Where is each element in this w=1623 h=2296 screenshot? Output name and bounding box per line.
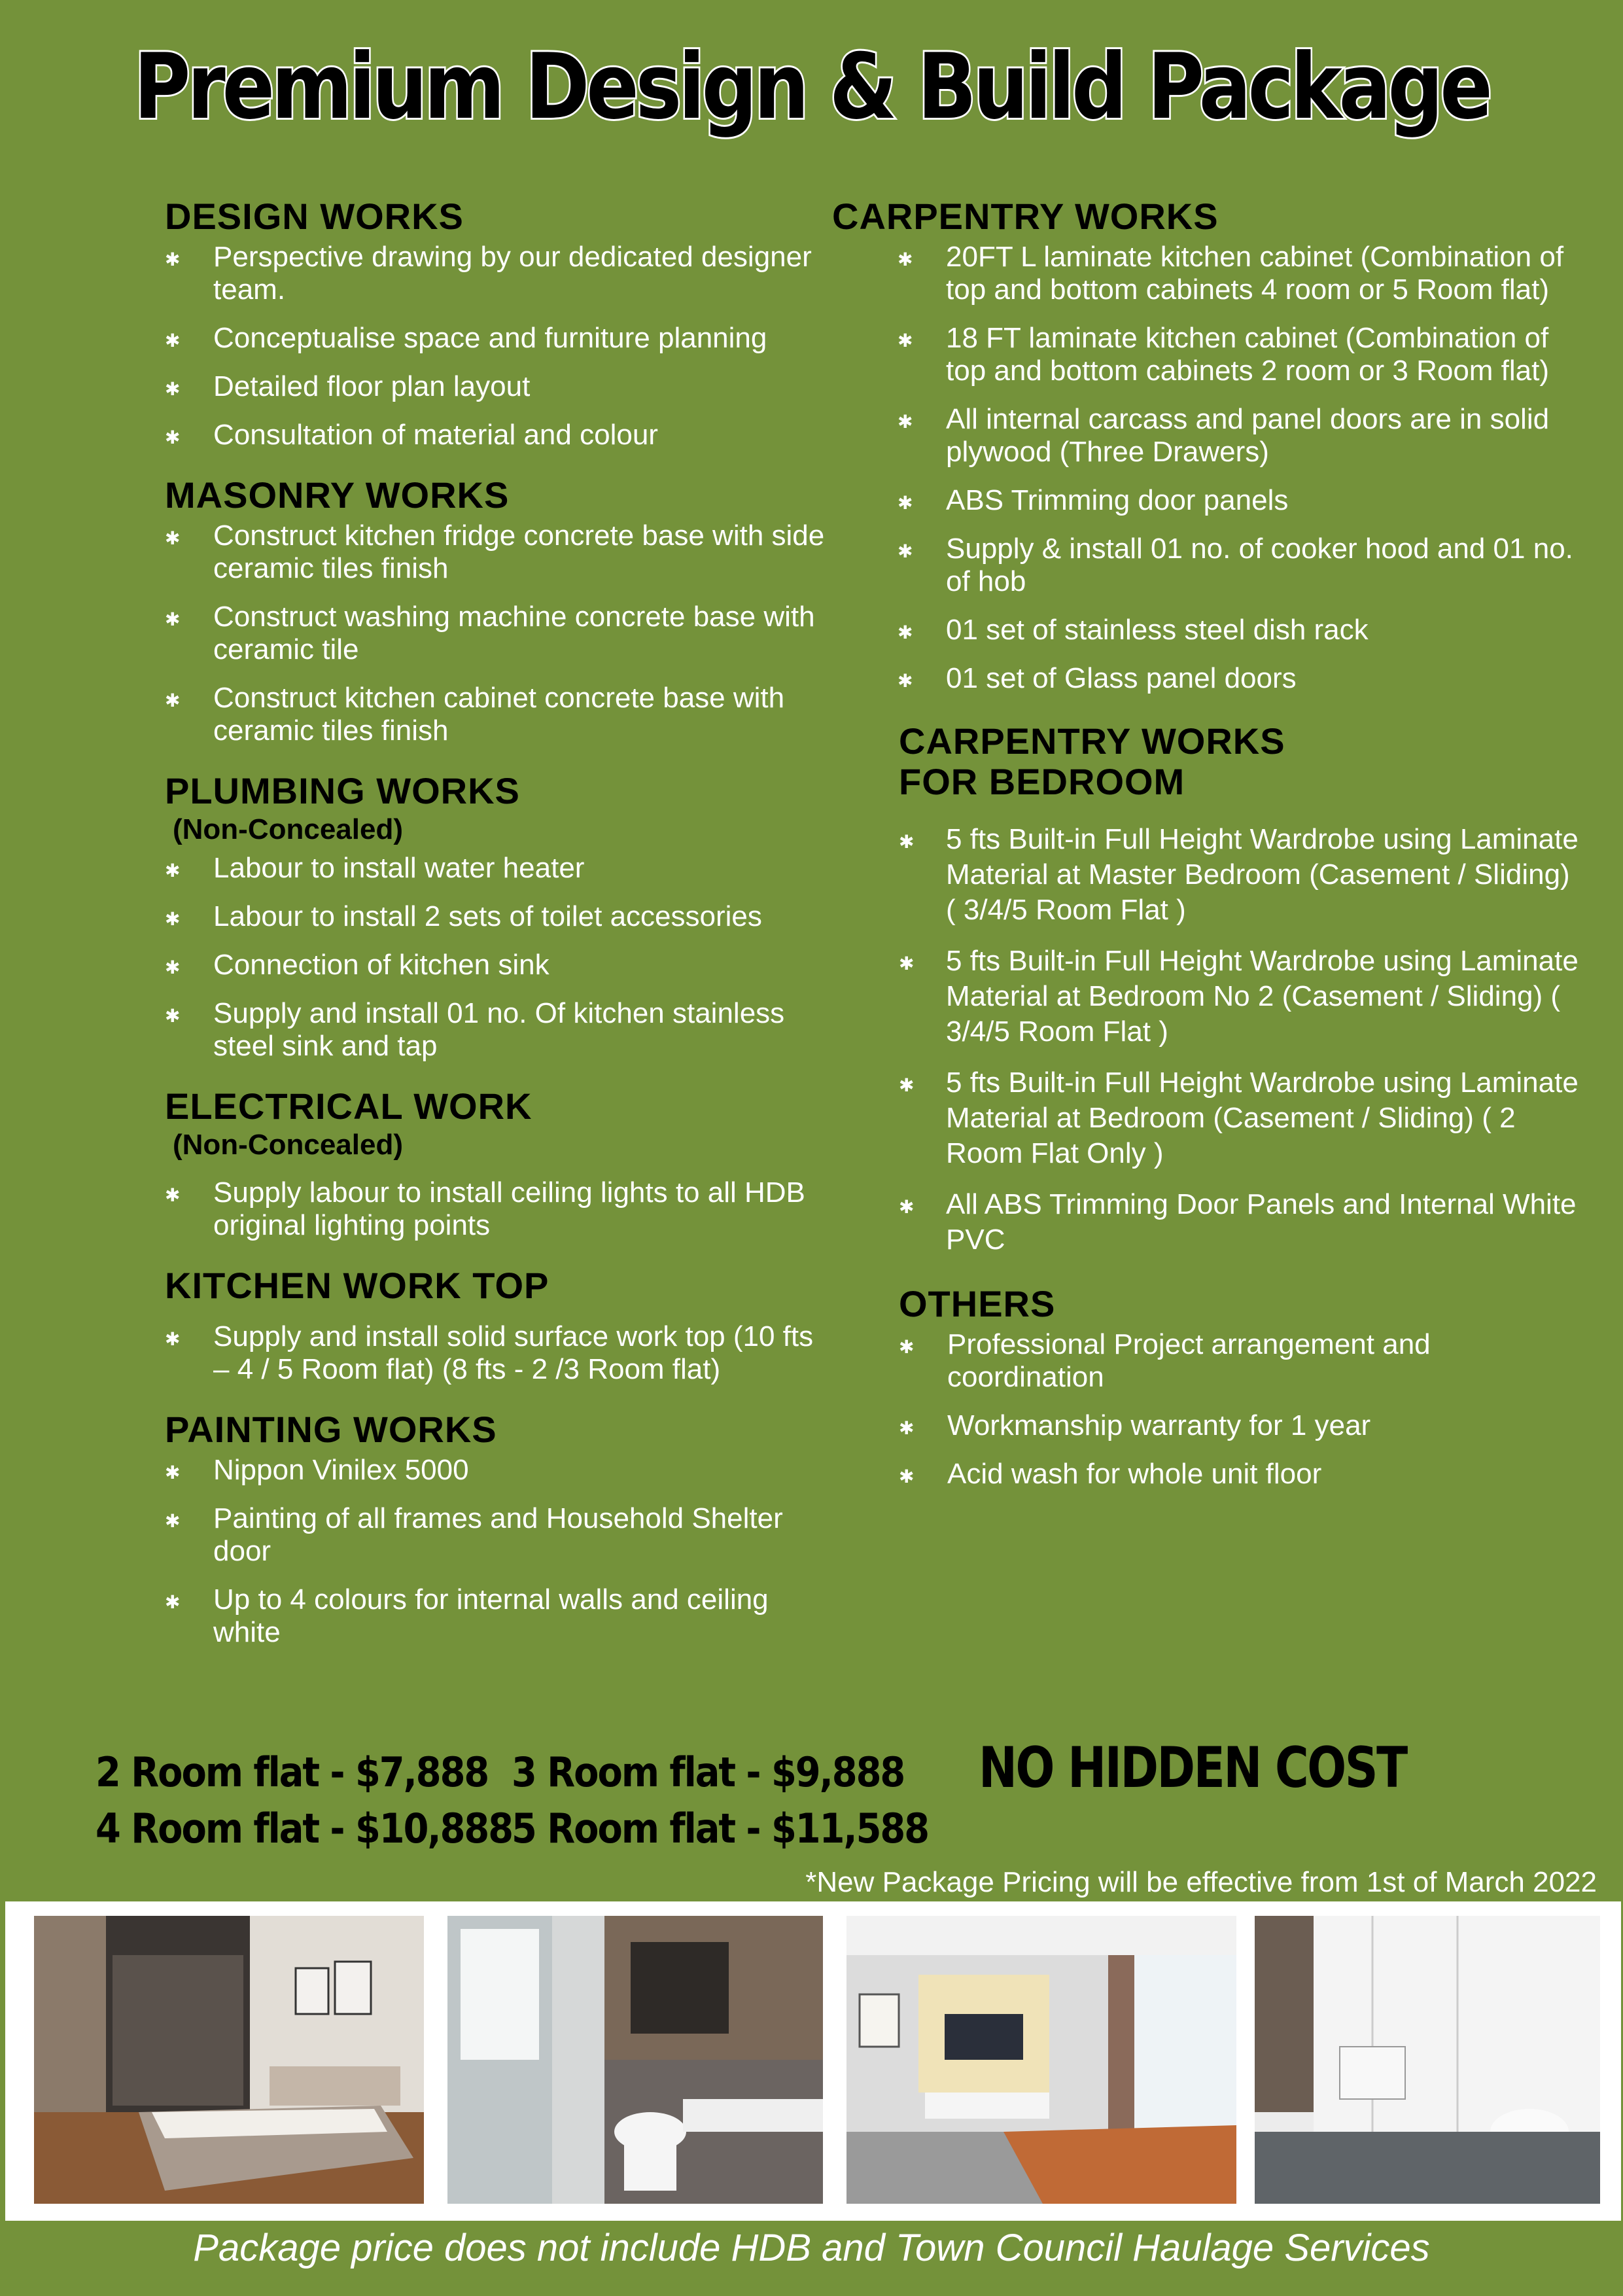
price-5-room: 5 Room flat - $11,588 [512,1805,929,1852]
shower-room-photo [1255,1916,1600,2204]
list-item: ✱ Consultation of material and colour [165,419,832,451]
list-item: ✱ 5 fts Built-in Full Height Wardrobe using Laminate Material at Bedroom (Casement / Sliding) ( 2 Room Flat Only ) [899,1065,1584,1171]
list-item: ✱ Connection of kitchen sink [165,949,832,981]
list-item: ✱ Professional Project arrangement and coordination [899,1328,1584,1394]
list-item: ✱ 5 fts Built-in Full Height Wardrobe using Laminate Material at Master Bedroom (Casement / Sliding) ( 3/4/5 Room Flat ) [899,822,1584,928]
list-item: ✱ 18 FT laminate kitchen cabinet (Combination of top and bottom cabinets 2 room or 3 Room flat) [898,322,1584,387]
others-section [899,1284,1584,1491]
left-column [165,196,832,1672]
plumbing-works-section [165,771,832,1063]
list-item: ✱ Supply and install 01 no. Of kitchen stainless steel sink and tap [165,997,832,1063]
price-2-room: 2 Room flat - $7,888 [96,1748,489,1796]
section-heading: MASONRY WORKS [165,474,510,516]
section-heading: KITCHEN WORK TOP [165,1265,550,1306]
price-4-room: 4 Room flat - $10,888 [96,1805,513,1852]
list-item: ✱ Up to 4 colours for internal walls and ceiling white [165,1583,832,1649]
list-item: ✱ Labour to install 2 sets of toilet accessories [165,900,832,933]
list-item: ✱ Painting of all frames and Household Shelter door [165,1502,832,1568]
section-subheading: (Non-Concealed) [173,1129,403,1161]
section-heading: FOR BEDROOM [899,761,1185,802]
list-item: ✱ 01 set of Glass panel doors [898,662,1584,695]
section-heading: ELECTRICAL WORK [165,1086,532,1127]
list-item: ✱ 5 fts Built-in Full Height Wardrobe using Laminate Material at Bedroom No 2 (Casement / Sliding) ( 3/4/5 Room Flat ) [899,944,1584,1050]
bathroom-photo [447,1916,823,2204]
list-item: ✱ Construct washing machine concrete base with ceramic tile [165,601,832,666]
list-item: ✱ Acid wash for whole unit floor [899,1458,1584,1491]
section-heading: CARPENTRY WORKS [899,720,1285,762]
right-column [832,196,1584,1514]
list-item: ✱ Conceptualise space and furniture planning [165,322,832,355]
electrical-work-section [165,1086,832,1242]
list-item: ✱ Supply labour to install ceiling lights to all HDB original lighting points [165,1176,832,1242]
price-3-room: 3 Room flat - $9,888 [512,1748,905,1796]
list-item: ✱ Construct kitchen cabinet concrete base with ceramic tiles finish [165,682,832,747]
list-item: ✱ All internal carcass and panel doors are in solid plywood (Three Drawers) [898,403,1584,468]
section-heading: CARPENTRY WORKS [832,196,1219,237]
carpentry-works-section [832,196,1584,695]
carpentry-bedroom-section [899,721,1584,1258]
no-hidden-cost: NO HIDDEN COST [979,1735,1406,1801]
list-item: ✱ ABS Trimming door panels [898,484,1584,517]
list-item: ✱ Supply and install solid surface work top (10 fts – 4 / 5 Room flat) (8 fts - 2 /3 Room flat) [165,1320,832,1386]
list-item: ✱ Labour to install water heater [165,852,832,885]
section-heading: PAINTING WORKS [165,1409,497,1450]
photo-gallery [5,1901,1621,2221]
page-title: Premium Design & Build Package [133,34,1490,139]
kitchen-work-top-section [165,1265,832,1386]
list-item: ✱ 20FT L laminate kitchen cabinet (Combination of top and bottom cabinets 4 room or 5 Room flat) [898,241,1584,306]
design-works-section [165,196,832,451]
section-subheading: (Non-Concealed) [173,813,403,845]
list-item: ✱ 01 set of stainless steel dish rack [898,614,1584,646]
section-heading: DESIGN WORKS [165,196,464,237]
bedroom-photo [34,1916,424,2204]
section-heading: PLUMBING WORKS [165,770,520,811]
living-room-photo [846,1916,1236,2204]
footer-disclaimer: Package price does not include HDB and Town Council Haulage Services [193,2227,1430,2269]
masonry-works-section [165,475,832,747]
list-item: ✱ Construct kitchen fridge concrete base with side ceramic tiles finish [165,520,832,585]
list-item: ✱ Detailed floor plan layout [165,370,832,403]
list-item: ✱ Perspective drawing by our dedicated designer team. [165,241,832,306]
list-item: ✱ Workmanship warranty for 1 year [899,1409,1584,1442]
list-item: ✱ All ABS Trimming Door Panels and Internal White PVC [899,1187,1584,1258]
pricing-note: *New Package Pricing will be effective from 1st of March 2022 [805,1866,1597,1898]
painting-works-section [165,1409,832,1649]
section-heading: OTHERS [899,1283,1056,1324]
list-item: ✱ Nippon Vinilex 5000 [165,1454,832,1487]
list-item: ✱ Supply & install 01 no. of cooker hood and 01 no. of hob [898,533,1584,598]
